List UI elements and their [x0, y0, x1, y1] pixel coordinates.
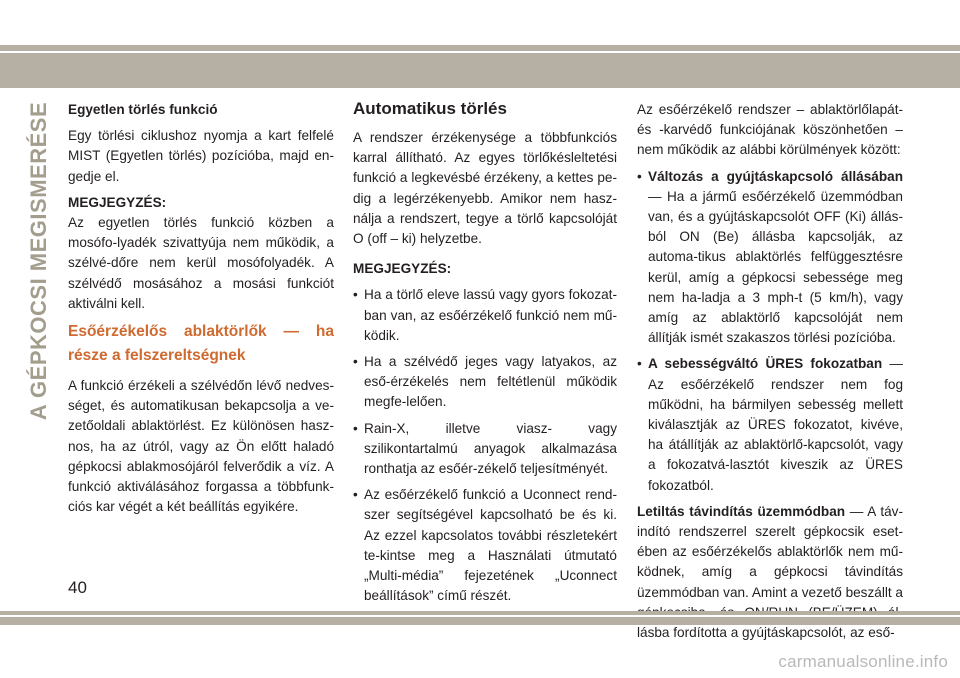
paragraph-rain-sensing: A funkció érzékeli a szélvédőn lévő nedves-séget, és automatikusan bekapcsolja a ve-zetőoldali ablaktörlést. Ez különösen hasz-nos, ha az útról, vagy az Ön előtt haladó gépkocsi ablakmosójáról felverődik a víz. A funkció aktiválásához forgassa a többfunk-ciós kar végét a két beállítás egyikére. — [68, 378, 334, 515]
conditions-list — [637, 167, 903, 496]
list-item-title: Változás a gyújtáskapcsoló állásában — [648, 168, 903, 184]
list-item — [353, 352, 617, 413]
list-item-text: Ha a törlő eleve lassú vagy gyors fokozat-ban van, az esőérzékelő funkció nem mű-ködik. — [364, 287, 617, 343]
list-item — [353, 485, 617, 606]
column-3 — [637, 100, 903, 649]
paragraph-single-wipe: Egy törlési ciklushoz nyomja a kart felfelé MIST (Egyetlen törlés) pozícióba, majd en-gedje el. — [68, 128, 334, 184]
list-item-text: Ha a szélvédő jeges vagy latyakos, az eső-érzékelés nem feltétlenül működik megfe-lelően. — [364, 354, 617, 410]
note-label: MEGJEGYZÉS: — [68, 194, 167, 210]
footer-band — [0, 611, 960, 625]
page-number: 40 — [68, 578, 87, 597]
note-text: Az egyetlen törlés funkció közben a mosófo-lyadék szivattyúja nem működik, a szélvé-dőre nem kerül mosófolyadék. A szélvédő mosásához a mosási funkciót aktiválni kell. — [68, 215, 334, 311]
watermark: carmanualsonline.info — [778, 652, 948, 671]
note-list — [353, 285, 617, 606]
list-item-text: Az esőérzékelő funkció a Uconnect rend-szer segítségével kapcsolható be és ki. Az ezzel kapcsolatos további részletekért te-kintse meg a Használati útmutató „Multi-média” fejezetének „Uconnect beállítások” című részét. — [364, 487, 617, 604]
list-item — [637, 167, 903, 349]
list-item — [637, 354, 903, 495]
bullet-icon: • — [353, 287, 358, 303]
list-item-text: — Ha a jármű esőérzékelő üzemmódban van, és a gyújtáskapcsolót OFF (Ki) állás-ból ON (Be) állásba kapcsolják, az automa-tikus ablaktörlés felfüggesztésre kerül, amíg a gépkocsi sebessége meg nem ha-ladja a 3 mph-t (5 km/h), vagy amíg az ablaktörlő kapcsolóját nem állítják ismét szakaszos törlési pozícióba. — [648, 188, 903, 346]
bullet-icon: • — [353, 354, 358, 370]
list-item-text: — Az esőérzékelő rendszer nem fog működni, ha bármilyen sebesség mellett kiválasztják az ÜRES fokozatot, kivéve, ha átállítják az ablaktörlő-kapcsolót, vagy a fokozatvá-lasztót kiveszik az ÜRES fokozatból. — [648, 356, 903, 493]
column-1 — [68, 100, 334, 523]
list-item — [353, 285, 617, 346]
list-item — [353, 419, 617, 480]
list-item-text: Rain-X, illetve viasz- vagy szilikontartalmú anyagok alkalmazása ronthatja az esőér-zékelő teljesítményét. — [364, 420, 617, 477]
paragraph-text: — A táv-indító rendszerrel szerelt gépkocsik eset-ében az esőérzékelős ablaktörlők nem mű-ködnek, amíg a gépkocsi távindítás üzemmódban van. Amint a vezető beszállt a lásba fordította a gyújtáskapcsolót, az eső- — [637, 503, 903, 641]
paragraph-auto-wipe: A rendszer érzékenysége a többfunkciós karral állítható. Az egyes törlőkésleltetési funkció a legkevésbé érzékeny, a kettes pe-dig a legérzékenyebb. Amikor nem hasz-nálja a rendszert, tegye a törlő kapcsolóját O (off – ki) helyzetbe. — [353, 130, 617, 247]
section-side-title-text: A GÉPKOCSI MEGISMERÉSE — [26, 101, 51, 421]
bullet-icon: • — [637, 356, 642, 372]
footer-rule — [0, 615, 960, 617]
list-item-title: A sebességváltó ÜRES fokozatban — [648, 356, 883, 372]
paragraph-conditions: Az esőérzékelő rendszer – ablaktörlőlapát- és -karvédő funkciójának köszönhetően – nem működik az alábbi körülmények között: — [637, 102, 903, 158]
column-2 — [353, 100, 617, 612]
heading-rain-sensing: Esőérzékelős ablaktörlők — ha része a felszereltségnek — [68, 323, 334, 365]
paragraph-title: Letiltás távindítás üzemmódban — [637, 503, 846, 519]
bullet-icon: • — [353, 487, 358, 503]
heading-single-wipe: Egyetlen törlés funkció — [68, 102, 218, 117]
header-rule — [0, 51, 960, 53]
bullet-icon: • — [637, 168, 642, 184]
section-side-title — [24, 96, 54, 426]
heading-auto-wipe: Automatikus törlés — [353, 99, 507, 118]
bullet-icon: • — [353, 420, 358, 436]
note-label: MEGJEGYZÉS: — [353, 261, 452, 277]
